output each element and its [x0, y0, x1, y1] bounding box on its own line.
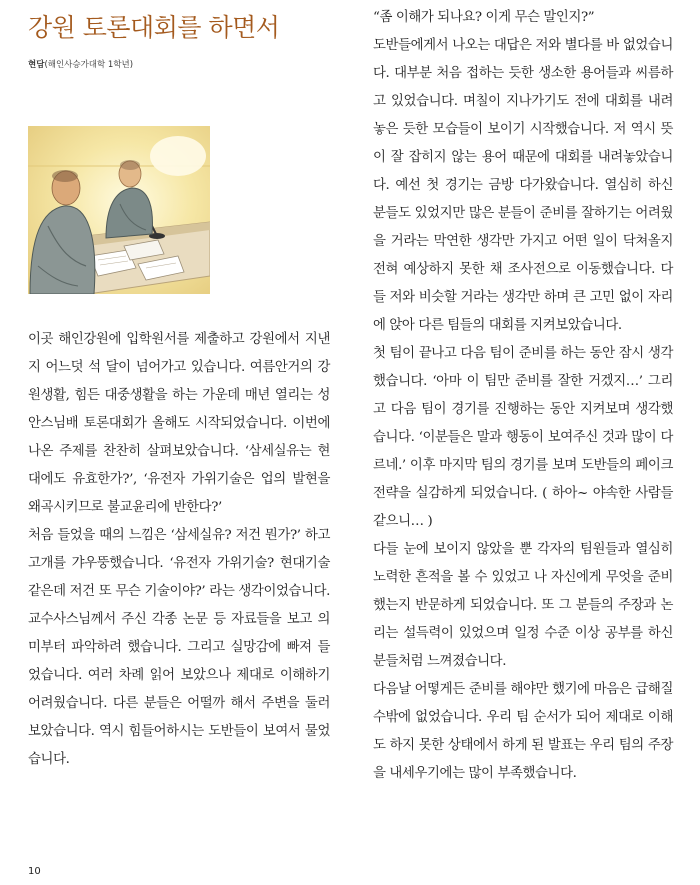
monks-debate-illustration-icon	[28, 126, 210, 294]
paragraph: 도반들에게서 나오는 대답은 저와 별다를 바 없었습니다. 대부분 처음 접하는 듯한 생소한 용어들과 씨름하고 있었습니다. 며칠이 지나가기도 전에 대회를 내려놓은 듯한 모습들이 보이기 시작했습니다. 저 역시 뜻이 잘 잡히지 않는 용어 때문에 대회를 내려놓았습니다. 예선 첫 경기는 금방 다가왔습니다. 열심히 하신 분들도 있었지만 많은 분들이 준비를 잘하기는 어려웠을 거라는 막연한 생각만 가지고 어떤 일이 닥쳐올지 전혀 예상하지 못한 채 조사전으로 이동했습니다. 다들 저와 비슷할 거라는 생각만 하며 큰 고민 없이 자리에 앉아 다른 팀들의 대회를 지켜보았습니다.	[373, 38, 673, 333]
monks-debate-illustration	[28, 126, 210, 294]
paragraph: 첫 팀이 끝나고 다음 팀이 준비를 하는 동안 잠시 생각했습니다. ‘아마 이 팀만 준비를 잘한 거겠지…’ 그리고 다음 팀이 경기를 진행하는 동안 지켜보며 생각했습니다. ‘이분들은 말과 행동이 보여주신 것과 많이 다르네.’ 이후 마지막 팀의 경기를 보며 도반들의 페이크 전략을 실감하게 되었습니다. ( 하아~ 야속한 사람들 같으니… )	[373, 346, 673, 529]
lamp-light	[150, 136, 206, 176]
author-affiliation: (해인사승가대학 1학년)	[44, 60, 134, 70]
body-column-left	[28, 326, 330, 774]
paragraph: 다음날 어떻게든 준비를 해야만 했기에 마음은 급해질 수밖에 없었습니다. 우리 팀 순서가 되어 제대로 이해도 하지 못한 상태에서 하게 된 발표는 우리 팀의 주장을 내세우기에는 많이 부족했습니다.	[373, 682, 673, 781]
author-line	[28, 58, 133, 70]
author-name: 현담	[28, 60, 45, 70]
paragraph: 다들 눈에 보이지 않았을 뿐 각자의 팀원들과 열심히 노력한 흔적을 볼 수 있었고 나 자신에게 무엇을 준비했는지 반문하게 되었습니다. 또 그 분들의 주장과 논리는 설득력이 있었으며 일정 수준 이상 공부를 하신 분들처럼 느껴졌습니다.	[373, 542, 673, 669]
paragraph: 이곳 해인강원에 입학원서를 제출하고 강원에서 지낸 지 어느덧 석 달이 넘어가고 있습니다. 여름안거의 강원생활, 힘든 대중생활을 하는 가운데 매년 열리는 성안스님배 토론대회가 올해도 시작되었습니다. 이번에 나온 주제를 찬찬히 살펴보았습니다. ‘삼세실유는 현대에도 유효한가?’, ‘유전자 가위기술은 업의 발현을 왜곡시키므로 불교윤리에 반한다?’	[28, 332, 330, 515]
body-column-right	[373, 4, 673, 788]
page-number: 10	[28, 866, 41, 877]
article-title: 강원 토론대회를 하면서	[28, 13, 280, 42]
paragraph: 처음 들었을 때의 느낌은 ‘삼세실유? 저건 뭔가?’ 하고 고개를 갸우뚱했습니다. ‘유전자 가위기술? 현대기술 같은데 저건 또 무슨 기술이야?’ 라는 생각이었습니다. 교수사스님께서 주신 각종 논문 등 자료들을 보고 의미부터 파악하려 했습니다. 그리고 실망감에 빠져 들었습니다. 여러 차례 읽어 보았으나 제대로 이해하기 어려웠습니다. 다른 분들은 어떨까 해서 주변을 둘러보았습니다. 역시 힘들어하시는 도반들이 보여서 물었습니다.	[28, 528, 330, 767]
paragraph: “좀 이해가 되나요? 이게 무슨 말인지?”	[373, 10, 595, 25]
